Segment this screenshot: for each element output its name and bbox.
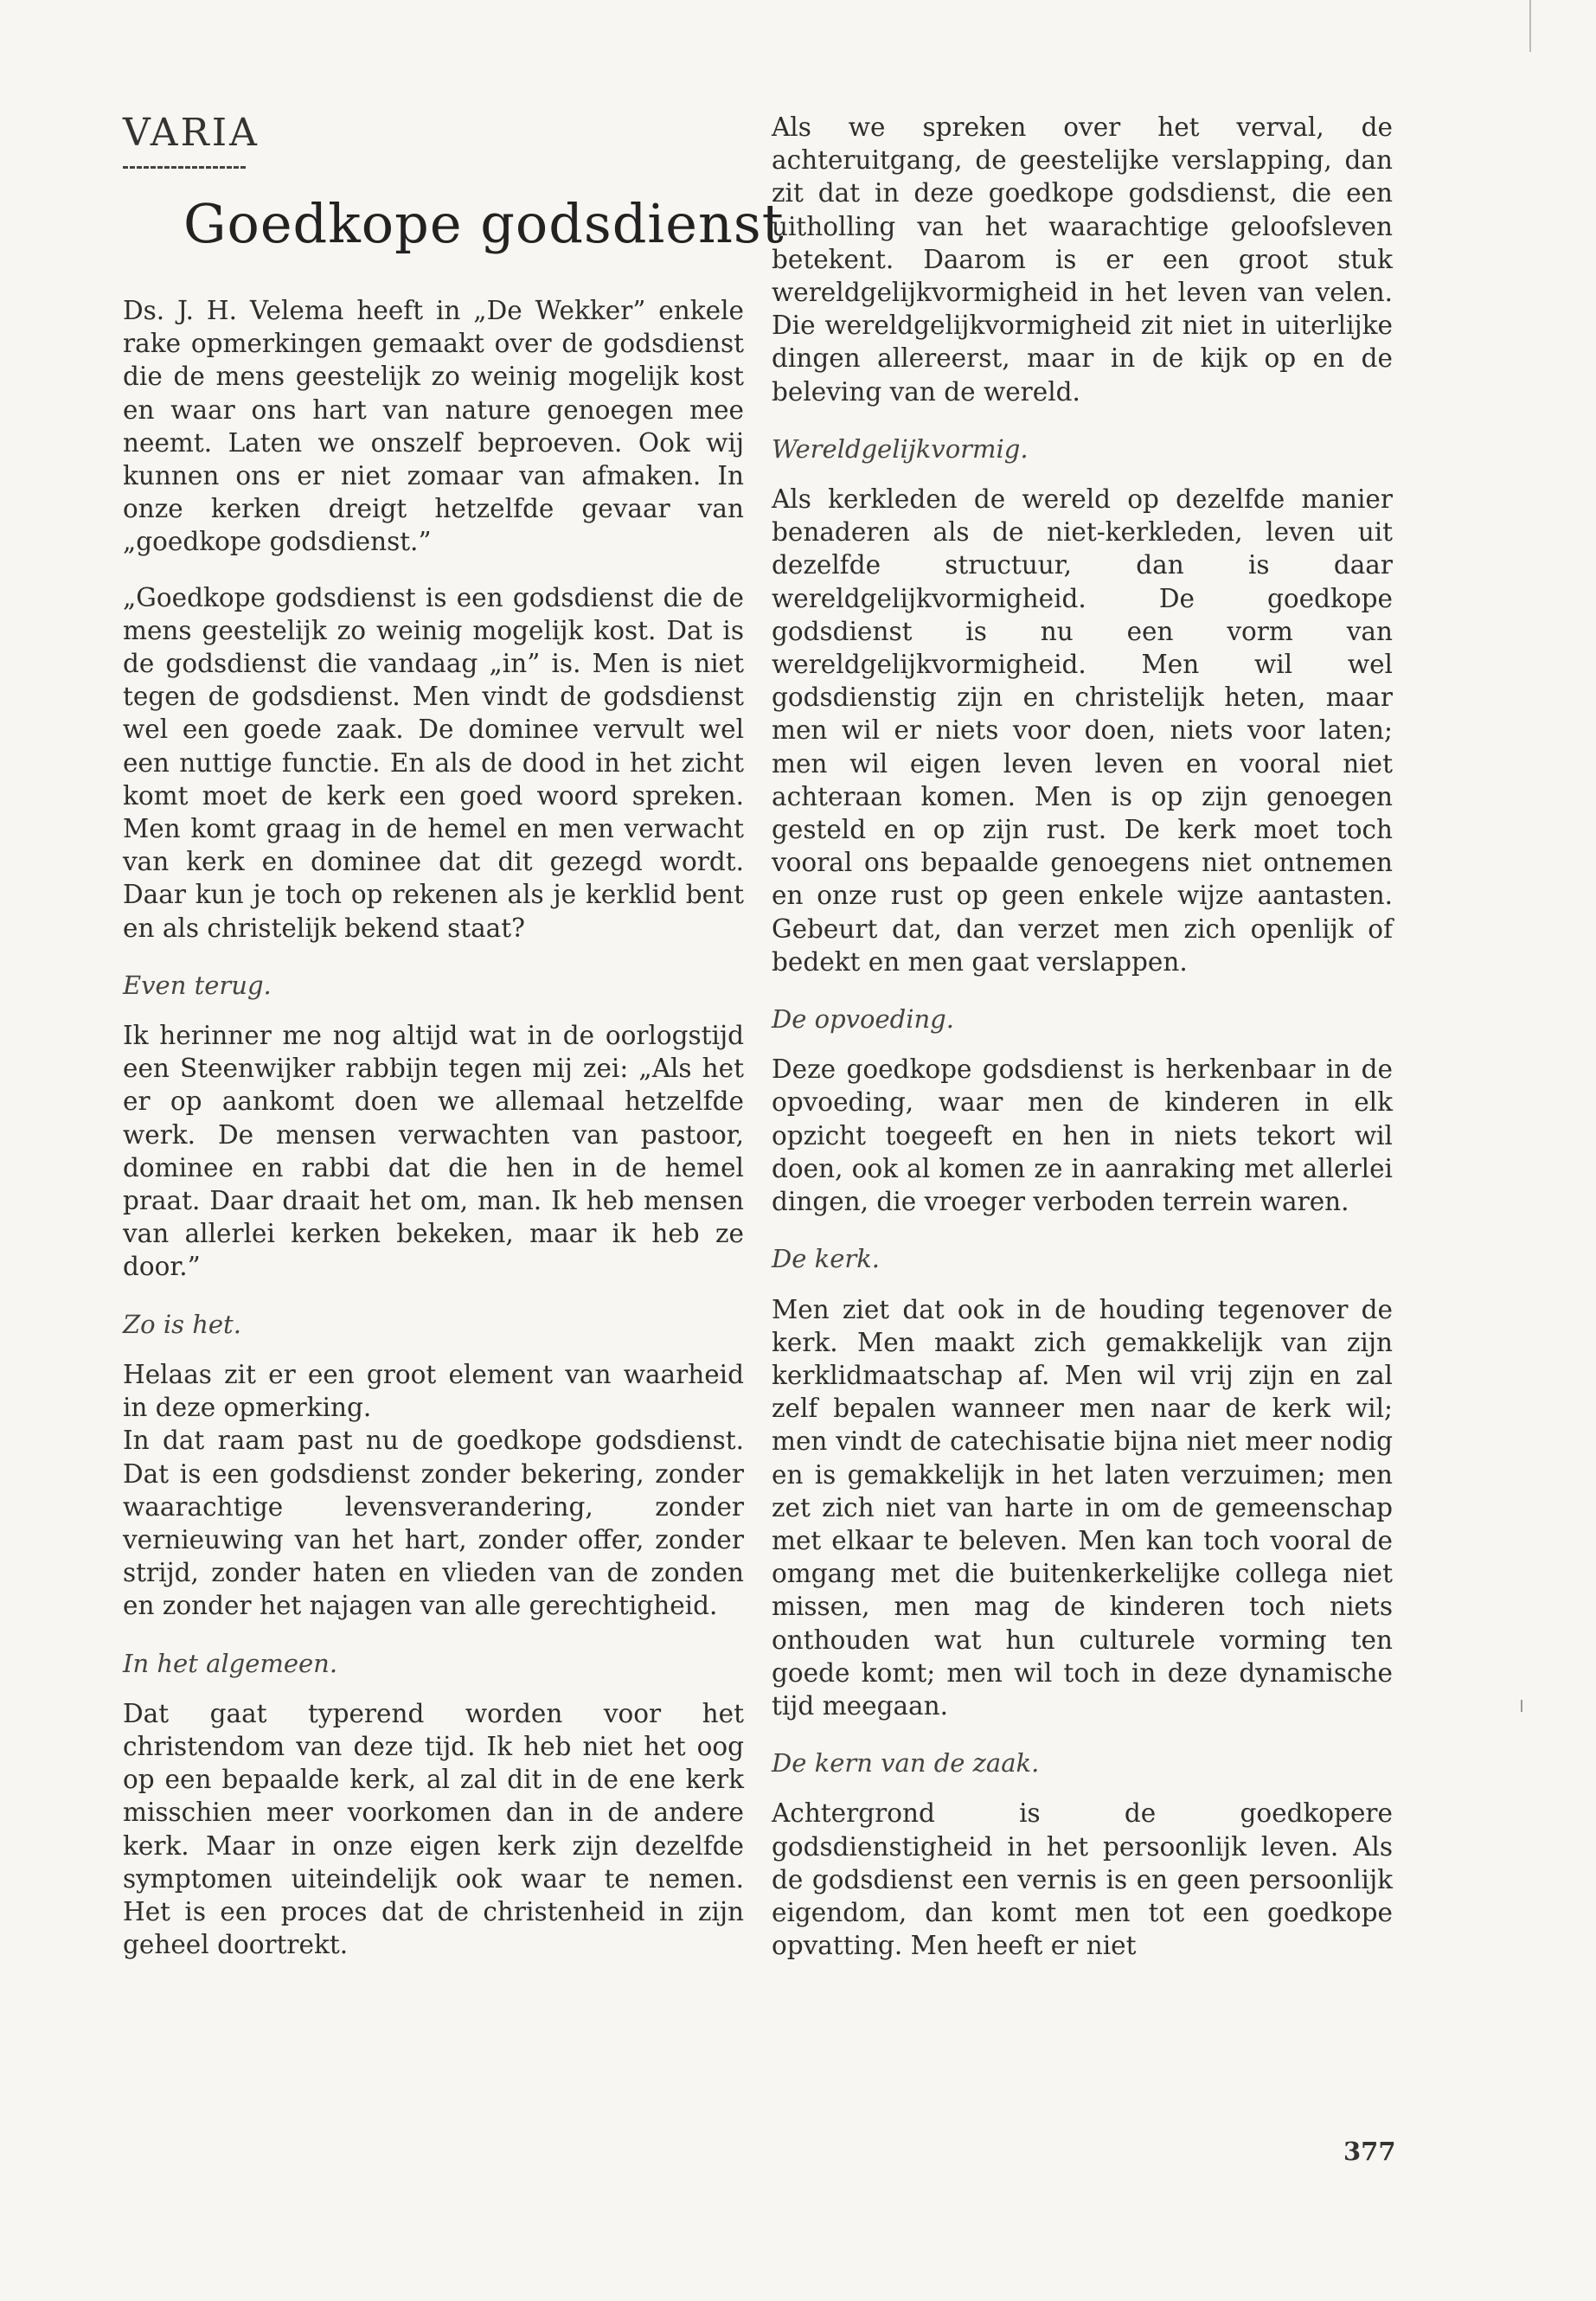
subheading-de-kern: De kern van de zaak.: [772, 1748, 1040, 1779]
paragraph-in-het-algemeen: Dat gaat typerend worden voor het christendom van deze tijd. Ik heb niet het oog op een bepaalde kerk, al zal dit in de ene kerk misschien meer voorkomen dan in de andere kerk. Maar in onze eigen kerk zijn dezelfde symptomen uiteindelijk ook waar te nemen. Het is een proces dat de christenheid in zijn geheel doortrekt.: [123, 1698, 744, 1960]
scan-edge-mark: [1529, 0, 1531, 52]
section-label: VARIA: [123, 111, 260, 155]
paragraph-even-terug: Ik herinner me nog altijd wat in de oorlogstijd een Steenwijker rabbijn tegen mij zei: „Als het er op aankomt doen we allemaal hetzelfde werk. De mensen verwachten van pastoor, dominee en rabbi dat die hen in de hemel praat. Daar draait het om, man. Ik heb mensen van allerlei kerken bekeken, maar ik heb ze door.”: [123, 1021, 744, 1282]
quote-paragraph: „Goedkope godsdienst is een godsdienst die de mens geestelijk zo weinig mogelijk kost. Dat is de godsdienst die vandaag „in” is. Men is niet tegen de godsdienst. Men vindt de godsdienst wel een goede zaak. De dominee vervult wel een nuttige functie. En als de dood in het zicht komt moet de kerk een goed woord spreken. Men komt graag in de hemel en men verwacht van kerk en dominee dat dit gezegd wordt. Daar kun je toch op rekenen als je kerklid bent en als christelijk bekend staat?: [123, 582, 744, 943]
paragraph-zo-is-het-2: In dat raam past nu de goedkope godsdienst. Dat is een godsdienst zonder bekering, zonder waarachtige levensverandering, zonder vernieuwing van het hart, zonder offer, zonder strijd, zonder haten en vlieden van de zonden en zonder het najagen van alle gerechtigheid.: [123, 1426, 744, 1621]
paragraph-wereldgelijkvormig: Als kerkleden de wereld op dezelfde manier benaderen als de niet-kerkleden, leven uit dezelfde structuur, dan is daar wereldgelijkvormigheid. De goedkope godsdienst is nu een vorm van wereldgelijkvormigheid. Men wil wel godsdienstig zijn en christelijk heten, maar men wil er niets voor doen, niets voor laten; men wil eigen leven leven en vooral niet achteraan komen. Men is op zijn genoegen gesteld en op zijn rust. De kerk moet toch vooral ons bepaalde genoegens niet ontnemen en onze rust op geen enkele wijze aantasten. Gebeurt dat, dan verzet men zich openlijk of bedekt en men gaat verslappen.: [772, 484, 1393, 977]
right-column: [772, 111, 1393, 1984]
article-title: Goedkope godsdienst: [183, 192, 785, 255]
paragraph-de-opvoeding: Deze goedkope godsdienst is herkenbaar in de opvoeding, waar men de kinderen in elk opzicht toegeeft en hen in niets tekort wil doen, ook al komen ze in aanraking met allerlei dingen, die vroeger verboden terrein waren.: [772, 1054, 1393, 1217]
paragraph-zo-is-het-1: Helaas zit er een groot element van waarheid in deze opmerking.: [123, 1359, 744, 1423]
intro-paragraph: Ds. J. H. Velema heeft in „De Wekker” enkele rake opmerkingen gemaakt over de godsdienst die de mens geestelijk zo weinig mogelijk kost en waar ons hart van nature genoegen mee neemt. Laten we onszelf beproeven. Ook wij kunnen ons er niet zomaar van afmaken. In onze kerken dreigt hetzelfde gevaar van „goedkope godsdienst.”: [123, 296, 744, 557]
subheading-de-opvoeding: De opvoeding.: [772, 1004, 954, 1035]
subheading-wereldgelijkvormig: Wereldgelijkvormig.: [772, 433, 1029, 464]
subheading-zo-is-het: Zo is het.: [123, 1309, 241, 1339]
subheading-even-terug: Even terug.: [123, 970, 272, 1000]
paragraph-verval: Als we spreken over het verval, de achteruitgang, de geestelijke verslapping, dan zit dat in deze goedkope godsdienst, die een uitholling van het waarachtige geloofsleven betekent. Daarom is er een groot stuk wereldgelijkvormigheid in het leven van velen. Die wereldgelijkvormigheid zit niet in uiterlijke dingen allereerst, maar in de kijk op en de beleving van de wereld.: [772, 112, 1393, 407]
scan-margin-mark: [1521, 1700, 1522, 1712]
section-divider: [123, 166, 247, 169]
paragraph-de-kern: Achtergrond is de goedkopere godsdienstigheid in het persoonlijk leven. Als de godsdienst een vernis is en geen persoonlijk eigendom, dan komt men tot een goedkope opvatting. Men heeft er niet: [772, 1798, 1393, 1961]
left-column: [123, 294, 744, 1984]
subheading-de-kerk: De kerk.: [772, 1244, 881, 1274]
paragraph-de-kerk: Men ziet dat ook in de houding tegenover de kerk. Men maakt zich gemakkelijk van zijn kerklidmaatschap af. Men wil vrij zijn en zal zelf bepalen wanneer men naar de kerk wil; men vindt de catechisatie bijna niet meer nodig en is gemakkelijk in het laten verzuimen; men zet zich niet van harte in om de gemeenschap met elkaar te beleven. Men kan toch vooral de omgang met die buitenkerkelijke collega niet missen, men mag de kinderen toch niets onthouden wat hun culturele vorming ten goede komt; men wil toch in deze dynamische tijd meegaan.: [772, 1294, 1393, 1721]
subheading-in-het-algemeen: In het algemeen.: [123, 1648, 338, 1678]
page-number: 377: [1343, 2137, 1396, 2166]
